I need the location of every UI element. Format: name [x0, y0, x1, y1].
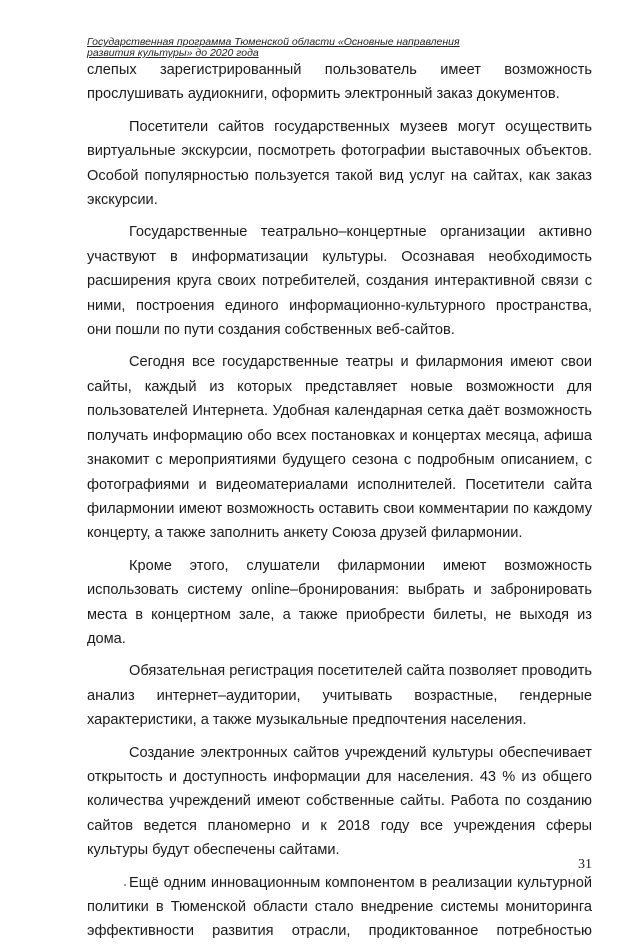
paragraph-monitoring: Ещё одним инновационным компонентом в реализации культурной политики в Тюменской области стало внедрение системы мониторинга эффективности развития отрасли, продиктованное потребностью: [87, 874, 592, 940]
page-number: 31: [578, 857, 592, 872]
running-header: [87, 36, 460, 59]
running-header-line-1: Государственная программа Тюменской области «Основные направления: [87, 36, 460, 48]
scan-speck: [124, 884, 126, 886]
paragraph-museums: Посетители сайтов государственных музеев могут осуществить виртуальные экскурсии, посмотреть фотографии выставочных объектов. Особой популярностью пользуется такой вид услуг на сайтах, как заказ экскурсии.: [87, 118, 592, 209]
paragraph-registration: Обязательная регистрация посетителей сайта позволяет проводить анализ интернет–аудитории, учитывать возрастные, гендерные характеристики, а также музыкальные предпочтения населения.: [87, 663, 592, 729]
paragraph-continued: слепых зарегистрированный пользователь имеет возможность прослушивать аудиокниги, оформить электронный заказ документов.: [87, 62, 592, 103]
paragraph-electronic-sites: Создание электронных сайтов учреждений культуры обеспечивает открытость и доступность информации для населения. 43 % из общего количества учреждений имеют собственные сайты. Работа по созданию сайтов ведется планомерно и к 2018 году все учреждения сферы культуры будут обеспечены сайтами.: [87, 744, 592, 859]
body-text: [87, 58, 592, 944]
paragraph-online-booking: Кроме этого, слушатели филармонии имеют возможность использовать систему online–бронирования: выбрать и забронировать места в концертном зале, а также приобрести билеты, не выходя из дома.: [87, 557, 592, 647]
running-header-line-2: развития культуры» до 2020 года: [87, 47, 259, 59]
paragraph-theatres: Государственные театрально–концертные организации активно участвуют в информатизации культуры. Осознавая необходимость расширения круга своих потребителей, создания интерактивной связи с ними, построения единого информационно-культурного пространства, они пошли по пути создания собственных веб-сайтов.: [87, 224, 592, 339]
paragraph-philharmonic-sites: Сегодня все государственные театры и филармония имеют свои сайты, каждый из которых представляет новые возможности для пользователей Интернета. Удобная календарная сетка даёт возможность получать информацию обо всех постановках и концертах месяца, афиша знакомит с мероприятиями будущего сезона с подробным описанием, с фотографиями и видеоматериалами исполнителей. Посетители сайта филармонии имеют возможность оставить свои комментарии по каждому концерту, а также заполнить анкету Союза друзей филармонии.: [87, 354, 592, 542]
